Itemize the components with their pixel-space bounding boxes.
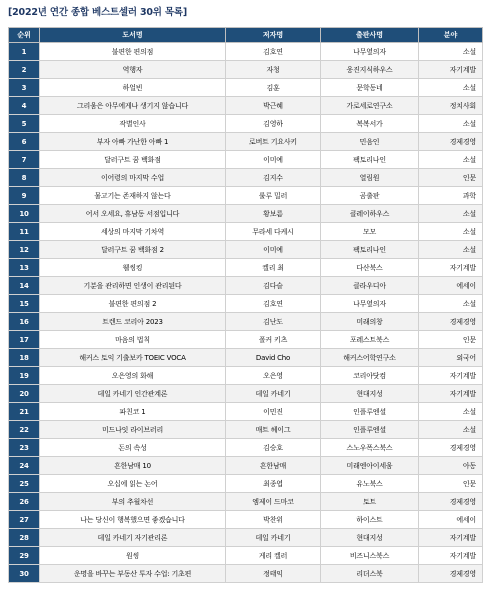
publisher-cell: 모모: [321, 223, 419, 241]
table-row: [9, 151, 483, 169]
author-cell: 데일 카네기: [226, 385, 321, 403]
book-title-cell: 웰씽킹: [40, 259, 226, 277]
table-row: [9, 475, 483, 493]
publisher-cell: 현대지성: [321, 385, 419, 403]
author-cell: 김영하: [226, 115, 321, 133]
table-row: [9, 205, 483, 223]
publisher-cell: 현대지성: [321, 529, 419, 547]
table-row: [9, 115, 483, 133]
book-title-cell: 이어령의 마지막 수업: [40, 169, 226, 187]
publisher-cell: 클라우디아: [321, 277, 419, 295]
author-cell: 매트 헤이그: [226, 421, 321, 439]
rank-cell: 16: [9, 313, 40, 331]
author-cell: 자청: [226, 61, 321, 79]
table-row: [9, 493, 483, 511]
author-cell: 데일 카네기: [226, 529, 321, 547]
rank-cell: 21: [9, 403, 40, 421]
category-cell: 소설: [419, 295, 483, 313]
author-cell: 오은영: [226, 367, 321, 385]
book-title-cell: 흔한남매 10: [40, 457, 226, 475]
publisher-cell: 문학동네: [321, 79, 419, 97]
table-row: [9, 439, 483, 457]
author-cell: 흔한남매: [226, 457, 321, 475]
book-title-cell: 불편한 편의점: [40, 43, 226, 61]
publisher-cell: 비즈니스북스: [321, 547, 419, 565]
table-row: [9, 457, 483, 475]
table-row: [9, 313, 483, 331]
publisher-cell: 해커스어학연구소: [321, 349, 419, 367]
table-row: [9, 529, 483, 547]
publisher-cell: 리더스북: [321, 565, 419, 583]
category-cell: 소설: [419, 43, 483, 61]
author-cell: 김훈: [226, 79, 321, 97]
table-row: [9, 133, 483, 151]
author-cell: 김호연: [226, 43, 321, 61]
table-row: [9, 403, 483, 421]
table-row: [9, 223, 483, 241]
book-title-cell: 달러구트 꿈 백화점 2: [40, 241, 226, 259]
book-title-cell: 부의 추월차선: [40, 493, 226, 511]
publisher-cell: 웅진지식하우스: [321, 61, 419, 79]
column-header-publisher: 출판사명: [321, 28, 419, 43]
rank-cell: 9: [9, 187, 40, 205]
rank-cell: 13: [9, 259, 40, 277]
rank-cell: 4: [9, 97, 40, 115]
table-row: [9, 367, 483, 385]
rank-cell: 11: [9, 223, 40, 241]
rank-cell: 14: [9, 277, 40, 295]
table-row: [9, 169, 483, 187]
column-header-category: 분야: [419, 28, 483, 43]
rank-cell: 17: [9, 331, 40, 349]
author-cell: 김지수: [226, 169, 321, 187]
column-header-rank: 순위: [9, 28, 40, 43]
publisher-cell: 인플루엔셜: [321, 421, 419, 439]
book-title-cell: 해커스 토익 기출보카 TOEIC VOCA: [40, 349, 226, 367]
book-title-cell: 불편한 편의점 2: [40, 295, 226, 313]
book-title-cell: 기분을 관리하면 인생이 관리된다: [40, 277, 226, 295]
category-cell: 자기계발: [419, 367, 483, 385]
category-cell: 에세이: [419, 277, 483, 295]
category-cell: 인문: [419, 475, 483, 493]
publisher-cell: 스노우폭스북스: [321, 439, 419, 457]
publisher-cell: 하이스트: [321, 511, 419, 529]
rank-cell: 5: [9, 115, 40, 133]
table-row: [9, 187, 483, 205]
publisher-cell: 곰출판: [321, 187, 419, 205]
category-cell: 인문: [419, 169, 483, 187]
category-cell: 경제경영: [419, 313, 483, 331]
author-cell: 박근혜: [226, 97, 321, 115]
category-cell: 소설: [419, 421, 483, 439]
publisher-cell: 인플루엔셜: [321, 403, 419, 421]
author-cell: 이민진: [226, 403, 321, 421]
book-title-cell: 마음의 법칙: [40, 331, 226, 349]
book-title-cell: 하얼빈: [40, 79, 226, 97]
rank-cell: 22: [9, 421, 40, 439]
category-cell: 소설: [419, 403, 483, 421]
rank-cell: 15: [9, 295, 40, 313]
book-title-cell: 파친코 1: [40, 403, 226, 421]
category-cell: 아동: [419, 457, 483, 475]
book-title-cell: 트렌드 코리아 2023: [40, 313, 226, 331]
author-cell: 게리 켈러: [226, 547, 321, 565]
author-cell: David Cho: [226, 349, 321, 367]
rank-cell: 1: [9, 43, 40, 61]
book-title-cell: 오은영의 화해: [40, 367, 226, 385]
rank-cell: 25: [9, 475, 40, 493]
rank-cell: 20: [9, 385, 40, 403]
book-title-cell: 돈의 속성: [40, 439, 226, 457]
publisher-cell: 나무옆의자: [321, 43, 419, 61]
category-cell: 자기계발: [419, 385, 483, 403]
category-cell: 인문: [419, 331, 483, 349]
publisher-cell: 미래엔아이세움: [321, 457, 419, 475]
category-cell: 자기계발: [419, 547, 483, 565]
table-row: [9, 61, 483, 79]
book-title-cell: 원씽: [40, 547, 226, 565]
publisher-cell: 열림원: [321, 169, 419, 187]
rank-cell: 8: [9, 169, 40, 187]
publisher-cell: 클레이하우스: [321, 205, 419, 223]
category-cell: 자기계발: [419, 259, 483, 277]
author-cell: 켈리 최: [226, 259, 321, 277]
category-cell: 에세이: [419, 511, 483, 529]
book-title-cell: 데일 카네기 인간관계론: [40, 385, 226, 403]
rank-cell: 19: [9, 367, 40, 385]
author-cell: 로버트 기요사키: [226, 133, 321, 151]
rank-cell: 6: [9, 133, 40, 151]
category-cell: 외국어: [419, 349, 483, 367]
publisher-cell: 복복서가: [321, 115, 419, 133]
table-row: [9, 295, 483, 313]
table-row: [9, 385, 483, 403]
category-cell: 정치사회: [419, 97, 483, 115]
rank-cell: 24: [9, 457, 40, 475]
rank-cell: 26: [9, 493, 40, 511]
author-cell: 폴커 키츠: [226, 331, 321, 349]
author-cell: 김호연: [226, 295, 321, 313]
author-cell: 엠제이 드마코: [226, 493, 321, 511]
page-title: [2022년 연간 종합 베스트셀러 30위 목록]: [8, 7, 187, 18]
category-cell: 소설: [419, 241, 483, 259]
publisher-cell: 팩토리나인: [321, 151, 419, 169]
book-title-cell: 나는 당신이 행복했으면 좋겠습니다: [40, 511, 226, 529]
author-cell: 정태익: [226, 565, 321, 583]
author-cell: 이미예: [226, 241, 321, 259]
author-cell: 무라세 다케시: [226, 223, 321, 241]
table-row: [9, 43, 483, 61]
category-cell: 소설: [419, 151, 483, 169]
rank-cell: 10: [9, 205, 40, 223]
category-cell: 소설: [419, 223, 483, 241]
publisher-cell: 코리아닷컴: [321, 367, 419, 385]
book-title-cell: 오십에 읽는 논어: [40, 475, 226, 493]
category-cell: 소설: [419, 79, 483, 97]
publisher-cell: 팩토리나인: [321, 241, 419, 259]
author-cell: 박찬위: [226, 511, 321, 529]
book-title-cell: 부자 아빠 가난한 아빠 1: [40, 133, 226, 151]
column-header-book: 도서명: [40, 28, 226, 43]
table-row: [9, 97, 483, 115]
category-cell: 과학: [419, 187, 483, 205]
publisher-cell: 나무옆의자: [321, 295, 419, 313]
table-row: [9, 79, 483, 97]
author-cell: 룰루 밀러: [226, 187, 321, 205]
table-row: [9, 331, 483, 349]
book-title-cell: 운명을 바꾸는 부동산 투자 수업: 기초편: [40, 565, 226, 583]
rank-cell: 30: [9, 565, 40, 583]
rank-cell: 29: [9, 547, 40, 565]
table-row: [9, 511, 483, 529]
category-cell: 소설: [419, 115, 483, 133]
column-header-author: 저자명: [226, 28, 321, 43]
book-title-cell: 어서 오세요, 휴남동 서점입니다: [40, 205, 226, 223]
publisher-cell: 유노북스: [321, 475, 419, 493]
publisher-cell: 미래의창: [321, 313, 419, 331]
book-title-cell: 물고기는 존재하지 않는다: [40, 187, 226, 205]
rank-cell: 12: [9, 241, 40, 259]
publisher-cell: 포레스트북스: [321, 331, 419, 349]
publisher-cell: 민음인: [321, 133, 419, 151]
table-row: [9, 349, 483, 367]
book-title-cell: 데일 카네기 자기관리론: [40, 529, 226, 547]
rank-cell: 3: [9, 79, 40, 97]
book-title-cell: 작별인사: [40, 115, 226, 133]
publisher-cell: 다산북스: [321, 259, 419, 277]
category-cell: 경제경영: [419, 565, 483, 583]
author-cell: 김승호: [226, 439, 321, 457]
author-cell: 이미예: [226, 151, 321, 169]
table-row: [9, 241, 483, 259]
table-row: [9, 259, 483, 277]
book-title-cell: 달러구트 꿈 백화점: [40, 151, 226, 169]
book-title-cell: 역행자: [40, 61, 226, 79]
book-title-cell: 세상의 마지막 기차역: [40, 223, 226, 241]
author-cell: 최종엽: [226, 475, 321, 493]
category-cell: 자기계발: [419, 529, 483, 547]
rank-cell: 2: [9, 61, 40, 79]
table-row: [9, 565, 483, 583]
category-cell: 경제경영: [419, 439, 483, 457]
category-cell: 경제경영: [419, 493, 483, 511]
author-cell: 김난도: [226, 313, 321, 331]
rank-cell: 23: [9, 439, 40, 457]
publisher-cell: 토트: [321, 493, 419, 511]
author-cell: 황보름: [226, 205, 321, 223]
rank-cell: 7: [9, 151, 40, 169]
book-title-cell: 미드나잇 라이브러리: [40, 421, 226, 439]
bestseller-table: [8, 27, 483, 583]
category-cell: 자기계발: [419, 61, 483, 79]
table-row: [9, 277, 483, 295]
author-cell: 김다슬: [226, 277, 321, 295]
rank-cell: 28: [9, 529, 40, 547]
table-header-row: [9, 28, 483, 43]
table-row: [9, 547, 483, 565]
table-row: [9, 421, 483, 439]
category-cell: 경제경영: [419, 133, 483, 151]
book-title-cell: 그리움은 아무에게나 생기지 않습니다: [40, 97, 226, 115]
category-cell: 소설: [419, 205, 483, 223]
publisher-cell: 가로세로연구소: [321, 97, 419, 115]
rank-cell: 18: [9, 349, 40, 367]
rank-cell: 27: [9, 511, 40, 529]
